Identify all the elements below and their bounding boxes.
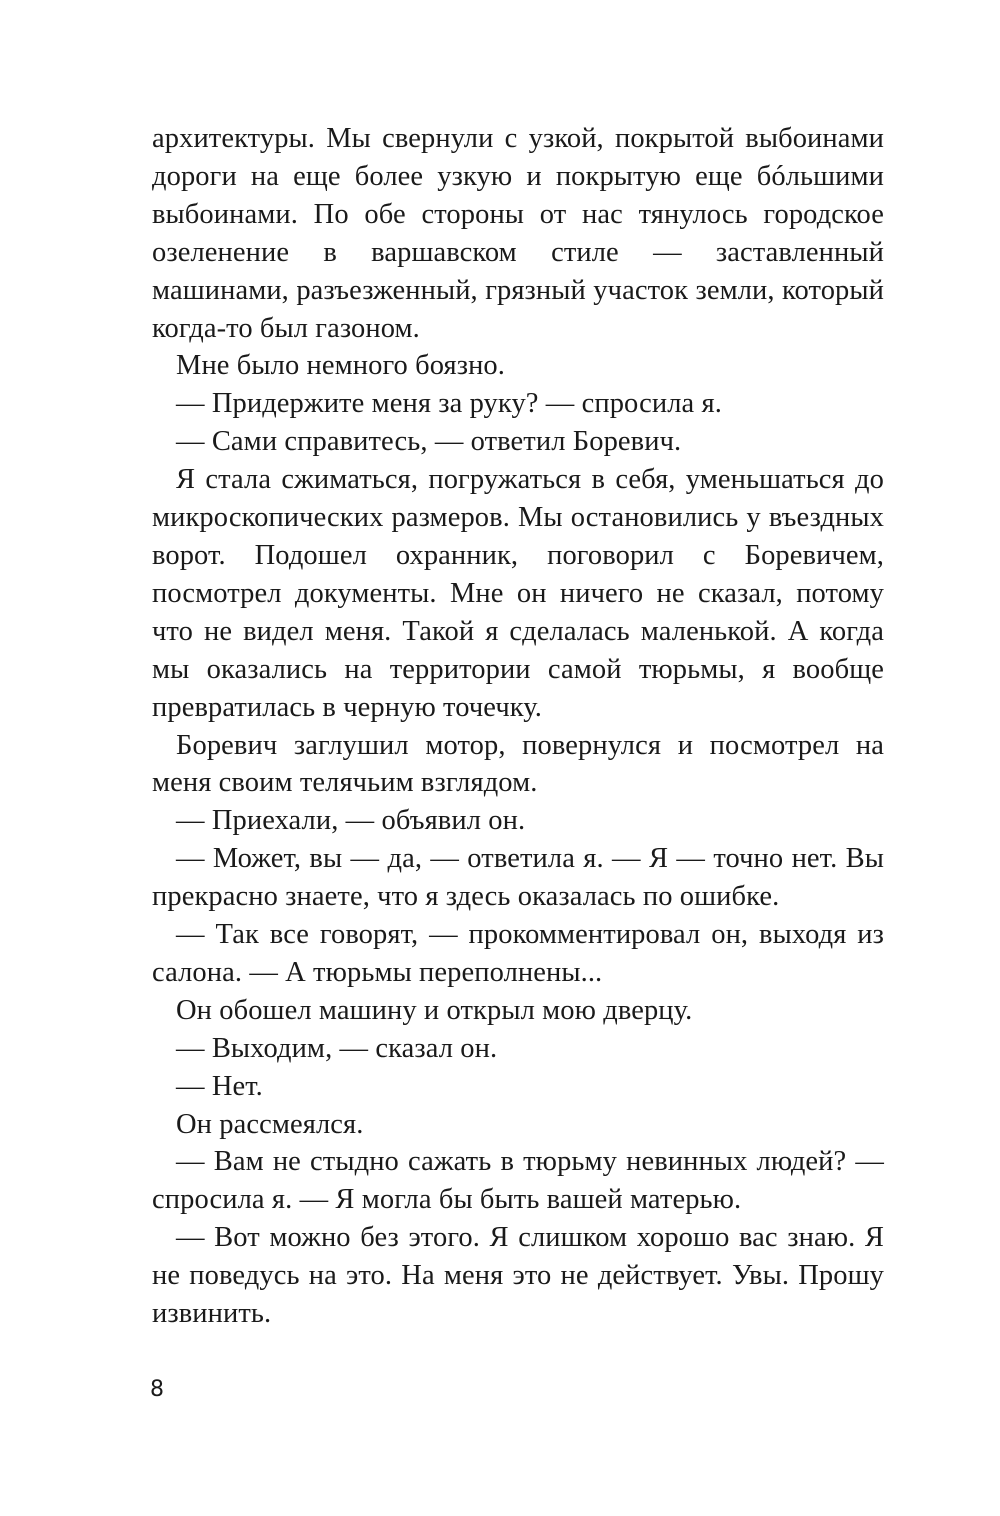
dialogue-line: — Придержите меня за руку? — спросила я.	[176, 388, 722, 420]
dialogue-line: — Вот можно без этого. Я слишком хорошо вас знаю. Я не поведусь на это. На меня это не действует. Увы. Прошу извинить.	[152, 1222, 884, 1330]
dialogue-line: — Приехали, — объявил он.	[176, 805, 526, 837]
dialogue-line: — Может, вы — да, — ответила я. — Я — точно нет. Вы прекрасно знаете, что я здесь оказалась по ошибке.	[152, 843, 884, 913]
dialogue-line: — Так все говорят, — прокомментировал он, выходя из салона. — А тюрьмы переполнены...	[152, 919, 884, 988]
dialogue-line: — Нет.	[176, 1070, 263, 1102]
paragraph: Он обошел машину и открыл мою дверцу.	[176, 994, 693, 1026]
body-text	[152, 120, 884, 1333]
dialogue-line: — Вам не стыдно сажать в тюрьму невинных людей? — спросила я. — Я могла бы быть вашей матерью.	[152, 1146, 884, 1216]
paragraph: Мне было немного боязно.	[176, 350, 506, 382]
dialogue-line: — Сами справитесь, — ответил Боревич.	[176, 426, 682, 458]
page-number: 8	[150, 1377, 164, 1402]
paragraph: Боревич заглушил мотор, повернулся и посмотрел на меня своим телячьим взглядом.	[152, 729, 884, 799]
paragraph: Он рассмеялся.	[176, 1108, 364, 1140]
dialogue-line: — Выходим, — сказал он.	[176, 1032, 498, 1064]
paragraph-continuation: архитектуры. Мы свернули с узкой, покрытой выбоинами дороги на еще более узкую и покрытую еще бóльшими выбоинами. По обе стороны от нас тянулось городское озеленение в варшавском стиле — заставленный машинами, разъезженный, грязный участок земли, который когда-то был газоном.	[152, 123, 884, 344]
paragraph: Я стала сжиматься, погружаться в себя, уменьшаться до микроскопических размеров. Мы остановились у въездных ворот. Подошел охранник, поговорил с Боревичем, посмотрел документы. Мне он ничего не сказал, потому что не видел меня. Такой я сделалась маленькой. А когда мы оказались на территории самой тюрьмы, я вообще превратилась в черную точечку.	[152, 464, 884, 723]
